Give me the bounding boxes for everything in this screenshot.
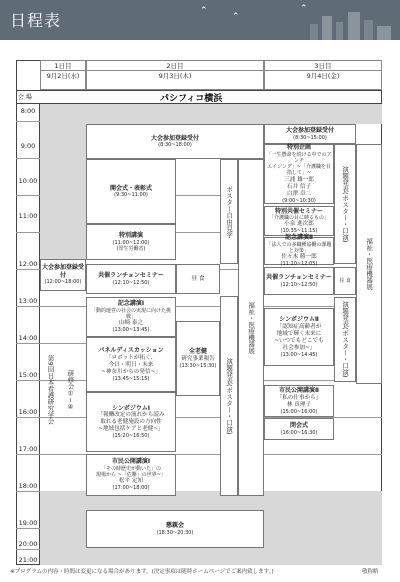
event-line: 「ロボットが拓く、: [105, 354, 157, 361]
day-date: 9月4日(金): [306, 72, 340, 80]
day2-empty-shade: [86, 104, 264, 124]
day3-joint-seminar: [264, 206, 334, 236]
event-title: 記念講演Ⅱ: [285, 234, 313, 242]
day3-oral-pm: [334, 297, 356, 382]
event-time: (15:00~16:00): [280, 408, 318, 415]
event-time: (11:00~12:00): [112, 239, 150, 246]
meal-label: 昼 食: [191, 275, 205, 282]
event-line: ~いつでもどこでも: [274, 337, 324, 344]
day2-panel: [86, 337, 176, 392]
event-time: (12:10~12:50): [280, 281, 318, 288]
time-label: 8:00: [20, 107, 36, 115]
event-line: 「その時歴史が動いた」の: [100, 465, 161, 472]
day-date: 9月2日(水): [46, 72, 80, 80]
day2-special-lecture: [86, 224, 176, 260]
day3-exhibition: [356, 144, 382, 384]
event-line: 研究事業報告: [181, 355, 215, 362]
event-time: (17:00~18:00): [112, 485, 150, 492]
oral-label: 演題発表(ポスター・口演): [341, 165, 350, 243]
event-time: (9:30~11:00): [114, 192, 148, 199]
day1-registration: [40, 259, 86, 291]
event-time: (13:30~15:30): [179, 362, 217, 369]
event-time: (12:10~12:50): [112, 279, 150, 286]
city-skyline-icon: [300, 10, 395, 40]
event-title: 共催ランチョンセミナー: [266, 274, 332, 282]
exhibit-label: 福祉・医療機器展: [365, 238, 374, 290]
time-label: 13:00: [18, 297, 38, 305]
event-line: 「報酬改定の流れから読み: [97, 412, 165, 419]
time-label: 20:00: [18, 540, 38, 548]
event-title: 大会参加登録受付: [42, 264, 85, 279]
event-title: 開会式・表彰式: [109, 184, 152, 192]
time-label: 14:00: [18, 334, 38, 342]
meal-label: 昼 食: [339, 277, 351, 284]
day2-sympo1: [86, 392, 176, 452]
speaker: 佐々木 勝一郎: [281, 254, 317, 261]
bird-icon: ⌃: [300, 4, 308, 14]
day-number: 2日目: [87, 61, 263, 71]
event-time: (9:00~10:30): [282, 197, 316, 204]
day1-header: [40, 60, 86, 90]
event-line: 地域で輝く未来に: [276, 330, 322, 337]
event-time: (13:00~13:45): [112, 327, 150, 334]
day2-registration: [86, 124, 264, 159]
day3-kinen2: [264, 234, 334, 268]
day3-closing: [264, 418, 334, 440]
event-line: ~地域包括ケアと老健~」: [98, 426, 164, 433]
day-date: 9月3日(木): [158, 72, 192, 80]
oral-label: 演題発表(ポスター・口演): [341, 301, 350, 378]
event-time: (11:20~12:05): [280, 261, 318, 268]
day2-banquet: [86, 510, 264, 548]
time-label: 11:00: [18, 212, 38, 220]
time-label: 17:00: [18, 445, 38, 453]
day2-civic-lecture: [86, 454, 176, 496]
event-title: 懇親会: [165, 522, 184, 530]
event-line: 社会参加~」: [282, 344, 316, 351]
event-time: (13:00~14:45): [280, 351, 318, 358]
event-time: (12:00~18:00): [44, 279, 82, 286]
day3-empty-shade: [264, 104, 382, 124]
event-time: (13:45~15:15): [112, 375, 150, 382]
time-label: 10:00: [18, 177, 38, 185]
day2-oral-poster: [220, 296, 238, 496]
time-label: 18:00: [18, 482, 38, 490]
time-label: 12:00: [18, 260, 38, 268]
day2-lunch-seminar: [86, 264, 176, 294]
poster-label: ポスター自由見学: [225, 185, 234, 238]
speaker: 松平 定知: [118, 478, 144, 485]
day2-opening: [86, 159, 176, 224]
day1-society-label: 第9回日本看護研究学会: [46, 355, 55, 425]
day2-header: [86, 60, 264, 90]
speaker: 林 真理子: [286, 401, 312, 408]
day2-kinen1: [86, 297, 176, 337]
event-title: 市民公開講演Ⅰ: [111, 458, 151, 466]
day3-lunch-seminar: [264, 267, 334, 295]
oral-label: 演題発表(ポスター・口演): [225, 357, 234, 435]
venue-name: パシフィコ横浜: [160, 94, 223, 104]
day2-meal: [176, 264, 220, 294]
event-title: 大会参加登録受付: [285, 127, 334, 135]
event-title: 特別講演: [118, 232, 143, 239]
speaker: 小泉 進次郎: [284, 221, 314, 228]
day3-civic-lecture: [264, 385, 334, 417]
event-title: 大会参加登録受付: [150, 134, 199, 142]
exhibit-label: 福祉・医療機器展: [247, 301, 256, 354]
event-title: 記念講演Ⅰ: [117, 300, 145, 308]
venue-label: 会 場: [18, 94, 32, 101]
day3-oral-am: [334, 144, 356, 264]
time-label: 15:00: [18, 371, 38, 379]
event-time: (8:30~18:00): [158, 142, 192, 149]
page-title: 日程表: [10, 11, 62, 30]
event-line: エイジング」~「介護職を目指して」~: [267, 164, 331, 177]
day3-header: [264, 60, 382, 90]
event-time: (18:30~20:30): [156, 529, 194, 536]
event-line: 「一生懸命を続ける中でのアンチ: [266, 151, 332, 164]
event-title: 共催ランチョンセミナー: [98, 272, 164, 280]
event-title: 市民公開講演Ⅱ: [279, 387, 319, 395]
event-line: ~神奈川からの発信~」: [101, 368, 161, 375]
event-title: 特別企画: [286, 144, 311, 152]
event-time: (16:00~16:30): [280, 429, 318, 436]
event-line: 「介護職の目に映るもの」: [268, 215, 329, 222]
day3-registration: [264, 124, 356, 144]
speaker: 三浦 雄一郎: [284, 176, 314, 183]
footer-note: ※プログラムの内容・時間は変更になる場合があります。(決定事項は随時ホームページでご案内致します。): [10, 569, 274, 575]
event-line: 「私の仕事から」: [276, 394, 322, 401]
day2-exhibition: [238, 159, 264, 496]
event-title: 全老健: [188, 348, 207, 356]
event-time: (8:30~15:00): [293, 134, 327, 141]
day1-empty-shade: [40, 104, 86, 259]
day-number: 1日目: [41, 61, 85, 71]
event-title: シンポジウムⅠ: [111, 404, 151, 412]
speaker: 石井 信子: [286, 183, 312, 190]
event-line: 「動的運営の社会の実現に向けた挑戦」: [90, 307, 171, 321]
speaker: 白澤 卓二: [286, 190, 312, 197]
day3-special-program: [264, 144, 334, 204]
event-title: パネルディスカッション: [98, 347, 164, 355]
event-line: 今日・明日・未来: [108, 361, 154, 368]
event-line: 現場から ~「危難」の世界~」: [96, 472, 166, 479]
event-title: 特別共催セミナー: [274, 207, 323, 215]
time-label: 21:00: [18, 556, 38, 564]
time-label: 16:00: [18, 408, 38, 416]
speaker: 山崎 泰之: [118, 320, 144, 327]
bird-icon: ⌃: [200, 6, 208, 16]
day2-general-report: [176, 321, 220, 396]
event-line: 取れる老健施設の方向性: [100, 419, 162, 426]
event-title: 閉会式: [289, 422, 308, 430]
event-time: (10:35~11:15): [280, 228, 318, 235]
day2-poster-viewing: [220, 159, 238, 264]
day3-sympo2: [264, 308, 334, 366]
day1-study-label: 研修会①~④: [66, 369, 75, 411]
day3-meal: [334, 267, 356, 295]
event-sub: (厚生労働省): [116, 245, 146, 252]
event-line: 「認知症高齢者が: [276, 323, 322, 330]
day-number: 3日目: [265, 61, 381, 71]
time-label: 9:00: [20, 142, 36, 150]
time-label: 19:00: [18, 519, 38, 527]
event-time: (15:20~16:50): [112, 433, 150, 440]
bird-icon: ⌃: [232, 12, 240, 22]
event-line: 「法人での多職種協働の課題と対策」: [266, 241, 332, 255]
event-title: シンポジウムⅡ: [279, 316, 319, 324]
footer-honorific-note: 敬称略: [362, 569, 379, 575]
